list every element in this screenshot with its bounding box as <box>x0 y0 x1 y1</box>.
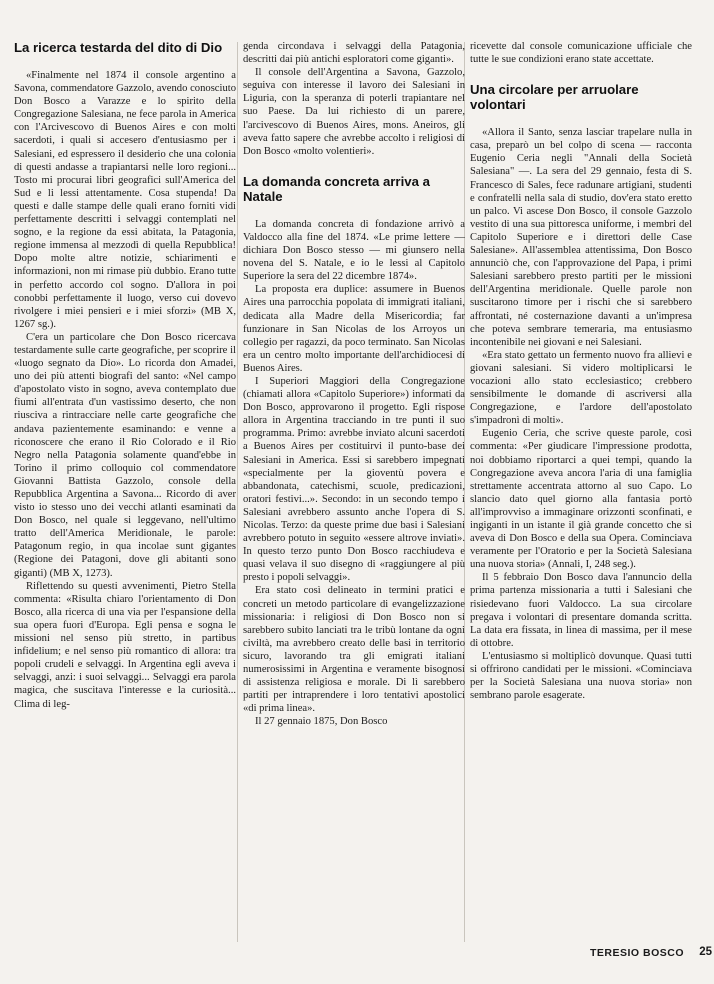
column-3 <box>470 40 692 945</box>
paragraph: Eugenio Ceria, che scrive queste parole, così commenta: «Per giudicare l'impressione prodotta, noi dobbiamo riportarci a quei tempi, quando la Congregazione aveva ancora l'aria di una famiglia strettamente accentrata attorno al suo Capo. Lo slancio dato quel giorno alla fantasia portò all'improvviso a immaginare orizzonti sconfinati, e ingiganti in un istante il già grande concetto che si aveva di Don Bosco e della sua Opera. Cominciava veramente per l'Oratorio e per la Società Salesiana una nuova storia» (Annali, I, 248 seg.). <box>470 428 692 571</box>
paragraph: Riflettendo su questi avvenimenti, Pietro Stella commenta: «Risulta chiaro l'orientamento di Don Bosco, alla ricerca di una via per l'espansione della sua opera fuori d'Europa. Egli pensa e sogna le missioni nel senso più stretto, in partibus infidelium; e nel senso più romantico di allora: tra popoli crudeli e selvaggi. In Argentina egli aveva i selvaggi, anzi: i suoi selvaggi... Selvaggi era parola magica, che suscitava l'interesse e la curiosità... Clima di leg- <box>14 580 236 710</box>
column-1 <box>14 40 236 945</box>
page-number: 25 <box>699 946 712 958</box>
paragraph-continuation: ricevette dal console comunicazione ufficiale che tutte le sue condizioni erano state accettate. <box>470 41 692 66</box>
paragraph: C'era un particolare che Don Bosco ricercava testardamente sulle carte geografiche, per scoprire il «luogo segnato da Dio». Lo ricorda don Amadei, uno dei più attenti biografi del santo: «Nel campo d'apostolato visto in sogno, aveva contemplato due fiumi all'entrata d'un vastissimo deserto, che non riusciva a rintracciare nelle carte geografiche che andava pazientemente esaminando: e venne a riconoscere che erano il Rio Colorado e il Rio Negro nella Patagonia solamente quand'ebbe in Torino il primo colloquio col commendatore Giovanni Battista Gazzolo, console della Repubblica Argentina a Savona... Ricordo di aver visto io stesso uno dei vecchi atlanti esaminati da Don Bosco, nel quale si leggevano, nell'ultimo tratto dell'America Meridionale, le parole: Patagonum regio, in qua incolae sunt gigantes (Regione dei Patagoni, dove gli abitanti sono giganti) (MB X, 1273). <box>14 331 236 579</box>
author-name: TERESIO BOSCO <box>589 947 684 959</box>
paragraph: «Allora il Santo, senza lasciar trapelare nulla in casa, preparò un bel colpo di scena — racconta Eugenio Ceria negli "Annali della Società Salesiana" —. La sera del 29 gennaio, festa di S. Francesco di Sales, fece radunare artigiani, studenti e confratelli nella sala di studio, dov'era stato eretto un palco. Vi ascese Don Bosco, il console Gazzolo vestito di una sua pittoresca uniforme, i membri del Capitolo Superiore e i direttori delle Case Salesiane». All'assemblea attentissima, Don Bosco annunciò che, con l'approvazione del Papa, i primi Salesiani sarebbero presto partiti per le missioni dell'Argentina meridionale. Quelle parole non suscitarono timore per i rischi che si sarebbero affrontati, né costernazione davanti a un'impresa che poteva sembrare temeraria, ma entusiasmo incontenibile nei giovani e nei Salesiani. <box>470 127 692 348</box>
paragraph: Era stato così delineato in termini pratici e concreti un metodo particolare di evangelizzazione missionaria: i religiosi di Don Bosco non si sarebbero subito lanciati tra le tribù lontane da ogni civiltà, ma avrebbero creato delle basi in territorio sicuro, lavorando tra gli emigrati italiani numerosissimi in Argentina e veramente bisognosi di assistenza religiosa e morale. Di lì sarebbero partiti per intraprendere i loro tentativi apostolici «di prima linea». <box>243 585 465 715</box>
paragraph: I Superiori Maggiori della Congregazione (chiamati allora «Capitolo Superiore») informati da Don Bosco, approvarono il progetto. Egli rispose allora in Argentina tracciando in tre punti il suo programma. Primo: avrebbe inviato alcuni sacerdoti a Buenos Aires per costituirvi il punto-base dei Salesiani in America. Essi si sarebbero impegnati «specialmente per la gioventù povera e abbandonata, catechismi, scuole, predicazioni, oratori festivi...». Secondo: in un secondo tempo i Salesiani avrebbero assunto anche l'opera di S. Nicolas. Terzo: da queste prime due basi i Salesiani avrebbero potuto in seguito «essere altrove inviati». In questo terzo punto Don Bosco racchiudeva e quasi velava il suo disegno di «raggiungere al più presto i popoli selvaggi». <box>243 375 465 584</box>
paragraph: Il 5 febbraio Don Bosco dava l'annuncio della prima partenza missionaria a tutti i Salesiani che risiedevano fuori Valdocco. La sua circolare pregava i volontari di presentare domanda scritta. La data era fissata, in linea di massima, per il mese di ottobre. <box>470 572 692 649</box>
paragraph: Il 27 gennaio 1875, Don Bosco <box>255 716 388 728</box>
paragraph: Il console dell'Argentina a Savona, Gazzolo, seguiva con interesse il lavoro dei Salesiani in Liguria, con la speranza di poterli trapiantare nel suo Paese. Da lui richiesto di un parere, l'arcivescovo di Buenos Aires, mons. Aneiros, gli aveva fatto sapere che avrebbe accolto i religiosi di Don Bosco «molto volentieri». <box>243 67 465 157</box>
section-heading-circolare: Una circolare per arruolare volontari <box>470 82 639 113</box>
paragraph: La domanda concreta di fondazione arrivò a Valdocco alla fine del 1874. «Le prime lettere — dichiara Don Bosco stesso — mi giunsero nella novena del S. Natale, e io le lessi al Capitolo Superiore la sera del 22 dicembre 1874». <box>243 218 465 283</box>
column-divider <box>237 42 238 942</box>
page-footer <box>0 947 714 967</box>
paragraph: L'entusiasmo si moltiplicò dovunque. Quasi tutti si offrirono candidati per le missioni. «Cominciava per la Società Salesiana una nuova storia» non sembrano parole esagerate. <box>470 650 692 702</box>
paragraph: La proposta era duplice: assumere in Buenos Aires una parrocchia popolata di immigrati italiani, dedicata alla Madre della Misericordia; far funzionare in San Nicolas de los Arroyos un collegio per ragazzi, da poco terminato. San Nicolas era un centro molto importante dell'archidiocesi di Buenos Aires. <box>243 284 465 374</box>
column-2 <box>243 40 465 945</box>
paragraph: «Finalmente nel 1874 il console argentino a Savona, commendatore Gazzolo, avendo conosciuto Don Bosco a Varazze e lo spirito della Congregazione Salesiana, ne fece parola in America con l'Arcivescovo di Buenos Aires e con molti sacerdoti, i quali si accesero d'entusiasmo per i Salesiani, ed espressero il desiderio che una colonia di questi andasse a trapiantarsi nelle loro regioni... Tosto mi procurai libri geografici sull'America del Sud e li lessi attentamente. Cosa stupenda! Da questi e dalle stampe delle quali erano forniti vidi perfettamente descritti i selvaggi contemplati nel sogno, e la regione da essi abitata, la Patagonia, regione immensa al mezzodì di quella Repubblica! Dopo molte altre notizie, schiarimenti e informazioni, non mi rimase più dubbio. Erano tutte in perfetto accordo col sogno. D'allora in poi conobbi perfettamente il luogo, verso cui dovevo rivolgere i miei pensieri e i miei sforzi» (MB X, 1267 sg.). <box>14 70 236 330</box>
section-heading-ricerca-testarda: La ricerca testarda del dito di Dio <box>14 40 223 55</box>
paragraph: «Era stato gettato un fermento nuovo fra allievi e giovani salesiani. Si videro moltiplicarsi le vocazioni allo stato ecclesiastico; crebbero sensibilmente le domande di ascriversi alla Congregazione, e l'ardore dell'apostolato s'impadronì di molti». <box>470 349 692 427</box>
paragraph-continuation: genda circondava i selvaggi della Patagonia, descritti dai più antichi esploratori come giganti». <box>243 41 465 66</box>
section-heading-domanda-concreta: La domanda concreta arriva a Natale <box>243 173 430 204</box>
